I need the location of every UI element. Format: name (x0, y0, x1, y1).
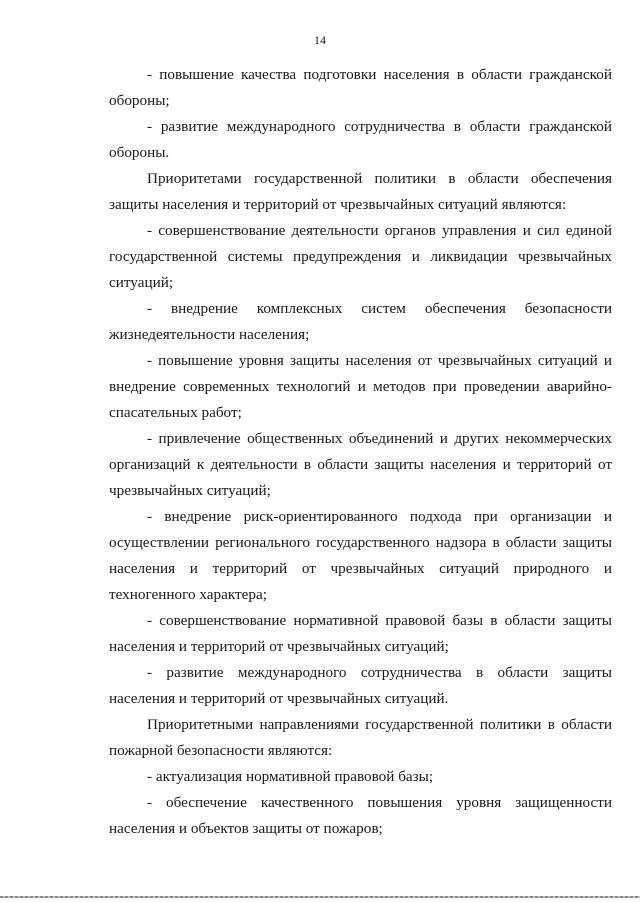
paragraph-management-improvement: - совершенствование деятельности органов управления и сил единой государственной системы предупреждения и ликвидации чрезвычайных ситуаций; (109, 222, 612, 291)
page-bottom-edge (0, 896, 640, 898)
paragraph-protection-level: - повышение уровня защиты населения от чрезвычайных ситуаций и внедрение современных технологий и методов при проведении аварийно-спасательных работ; (109, 352, 612, 421)
document-body (109, 62, 612, 842)
paragraph-safety-systems: - внедрение комплексных систем обеспечения безопасности жизнедеятельности населения; (109, 300, 612, 343)
paragraph-international-cooperation: - развитие международного сотрудничества в области защиты населения и территорий от чрезвычайных ситуаций. (109, 664, 612, 707)
paragraph-fire-protection-level: - обеспечение качественного повышения уровня защищенности населения и объектов защиты от пожаров; (109, 794, 612, 837)
paragraph-regulatory-framework: - совершенствование нормативной правовой базы в области защиты населения и территорий от чрезвычайных ситуаций; (109, 612, 612, 655)
paragraph-civil-defense-training: - повышение качества подготовки населения в области гражданской обороны; (109, 66, 612, 109)
paragraph-risk-oriented-approach: - внедрение риск-ориентированного подхода при организации и осуществлении регионального государственного надзора в области защиты населения и территорий от чрезвычайных ситуаций природного и техногенного характера; (109, 508, 612, 603)
paragraph-public-associations: - привлечение общественных объединений и других некоммерческих организаций к деятельности в области защиты населения и территорий от чрезвычайных ситуаций; (109, 430, 612, 499)
paragraph-emergency-priorities-intro: Приоритетами государственной политики в области обеспечения защиты населения и территорий от чрезвычайных ситуаций являются: (109, 170, 612, 213)
page-number: 14 (314, 33, 326, 47)
paragraph-fire-safety-intro: Приоритетными направлениями государственной политики в области пожарной безопасности являются: (109, 716, 612, 759)
paragraph-civil-defense-cooperation: - развитие международного сотрудничества в области гражданской обороны. (109, 118, 612, 161)
paragraph-regulatory-update: - актуализация нормативной правовой базы; (147, 768, 434, 785)
